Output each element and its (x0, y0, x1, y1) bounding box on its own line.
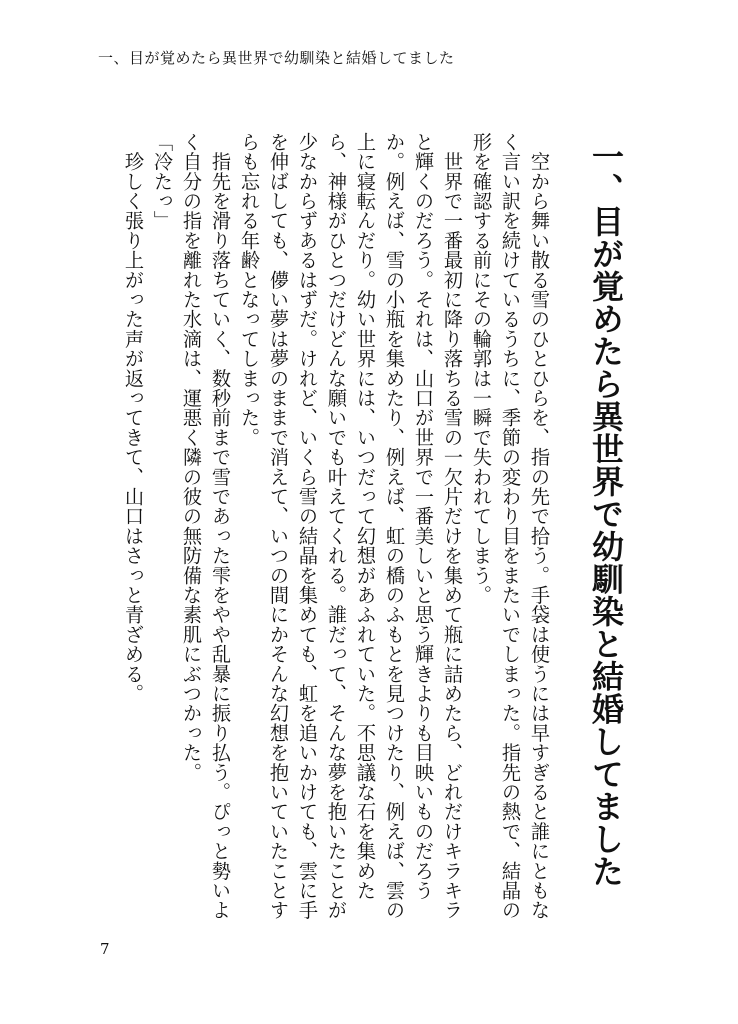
paragraph-5: 珍しく張り上がった声が返ってきて、山口はさっと青ざめる。 (122, 132, 145, 704)
paragraph-1: 空から舞い散る雪のひとひらを、指の先で拾う。手袋は使うには早すぎると誰にともなく言い訳を続けているうちに、季節の変わり目をまたいでしまった。指先の熱で、結晶の形を確認する前にその輪郭は一瞬で失われてしまう。 (470, 132, 551, 921)
chapter-title: 一、目が覚めたら異世界で幼馴染と結婚してました (587, 140, 625, 888)
body-text (90, 132, 554, 922)
running-header: 一、目が覚めたら異世界で幼馴染と結婚してました (98, 49, 455, 67)
page-number: 7 (100, 940, 110, 958)
paragraph-2: 世界で一番最初に降り落ちる雪の一欠片だけを集めて瓶に詰めたら、どれだけキラキラと輝くのだろう。それは、山口が世界で一番美しいと思う輝きよりも目映いものだろうか。例えば、雪の小瓶を集めたり、例えば、虹の橋のふもとを見つけたり、例えば、雲の上に寝転んだり。幼い世界には、いつだって幻想があふれていた。不思議な石を集めたら、神様がひとつだけどんな願いでも叶えてくれる。誰だって、そんな夢を抱いたことが少なからずあるはずだ。けれど、いくら雪の結晶を集めても、虹を追いかけても、雲に手を伸ばしても、儚い夢は夢のままで消えて、いつの間にかそんな幻想を抱いていたことすらも忘れる年齢となってしまった。 (238, 132, 464, 921)
paragraph-3: 指先を滑り落ちていく、数秒前まで雪であった雫をやや乱暴に振り払う。ぴっと勢いよく自分の指を離れた水滴は、運悪く隣の彼の無防備な素肌にぶつかった。 (180, 132, 232, 920)
paragraph-4: 「冷たっ」 (151, 132, 174, 231)
